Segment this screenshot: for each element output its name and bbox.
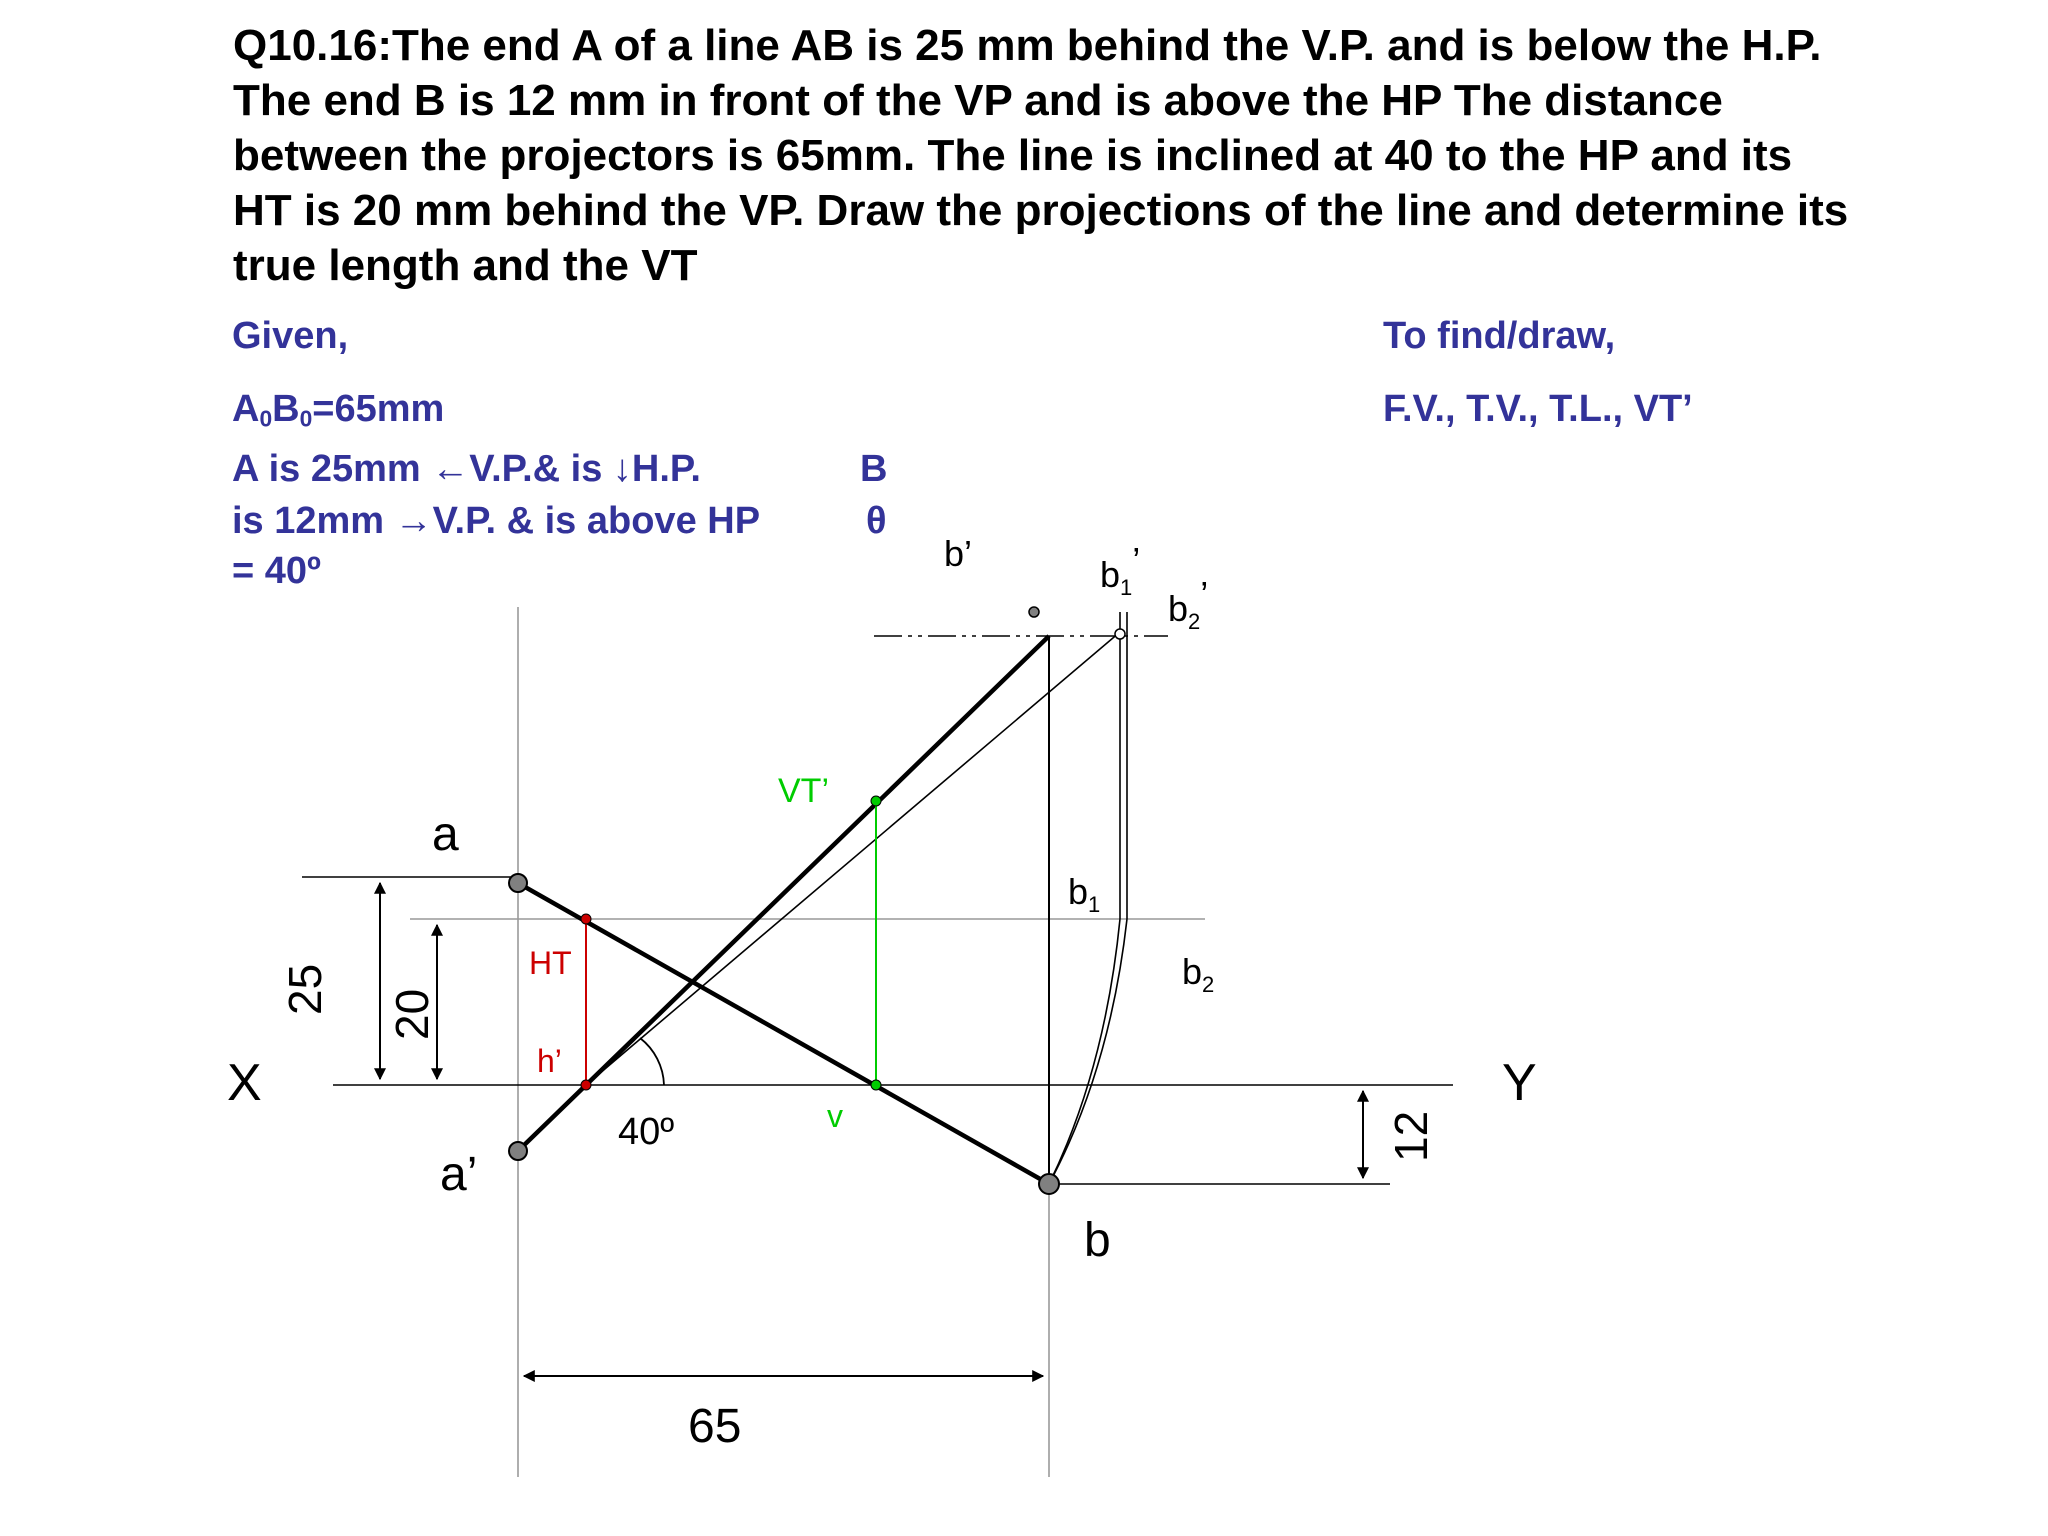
question-text: Q10.16:The end A of a line AB is 25 mm behind the V.P. and is below the H.P. The end B is 12 mm in front of the VP and is above the HP The distance between the projectors is 65mm. The line is inclined at 40 to the HP and its HT is 20 mm behind the VP. Draw the projections of the line and determine its true length and the VT (233, 21, 1849, 290)
label-b1 (1068, 871, 1100, 917)
label-b: b (1084, 1214, 1111, 1267)
label-h-prime: h’ (537, 1043, 562, 1079)
label-b2-prime-base: b (1168, 588, 1189, 629)
point-v (871, 1080, 881, 1090)
given-theta-label: θ (866, 500, 887, 542)
given-end-b: is 12mm →V.P. & is above HP (232, 500, 761, 542)
label-b1-prime-sub: 1 (1120, 575, 1133, 600)
label-b1-base: b (1068, 871, 1089, 912)
label-a-prime: a’ (440, 1148, 478, 1201)
label-b2-sub: 2 (1202, 972, 1215, 997)
label-angle-40: 40º (618, 1111, 675, 1153)
to-find-heading: To find/draw, (1383, 315, 1616, 357)
given-a0b0-b: B (272, 388, 300, 430)
label-v: v (827, 1098, 843, 1134)
label-vt-prime: VT’ (778, 772, 829, 810)
label-b1-prime (1100, 540, 1140, 600)
label-b2-base: b (1182, 951, 1203, 992)
given-end-a: A is 25mm ←V.P.& is ↓H.P. (232, 448, 701, 490)
point-ht (581, 914, 591, 924)
label-dimension-12: 12 (1385, 1110, 1437, 1162)
label-y: Y (1502, 1054, 1537, 1112)
label-dimension-65: 65 (688, 1400, 742, 1453)
label-b2-prime-mark: ’ (1200, 574, 1209, 615)
given-a0b0-value: =65mm (312, 388, 445, 430)
front-view-a-b (518, 636, 1049, 1151)
given-a0b0-a: A (232, 388, 260, 430)
label-a: a (432, 808, 459, 861)
given-b-label: B (860, 448, 888, 490)
label-b2-prime-sub: 2 (1188, 609, 1201, 634)
point-h-prime (581, 1080, 591, 1090)
label-b-prime: b’ (944, 533, 973, 574)
label-b2 (1182, 951, 1214, 997)
label-dimension-20: 20 (386, 988, 438, 1040)
label-ht: HT (529, 945, 572, 981)
given-angle: = 40º (232, 550, 321, 592)
label-b1-prime-base: b (1100, 554, 1121, 595)
point-b-prime-initial (1029, 607, 1039, 617)
to-find-items: F.V., T.V., T.L., VT’ (1383, 388, 1693, 430)
given-a0b0-sub2: 0 (299, 405, 313, 432)
point-vt-prime (871, 796, 881, 806)
label-b2-prime (1168, 574, 1208, 634)
point-a-prime (509, 1142, 527, 1160)
point-b (1039, 1174, 1059, 1194)
top-view-ab (518, 883, 1049, 1184)
label-dimension-25: 25 (279, 963, 331, 1015)
label-b1-sub: 1 (1088, 892, 1101, 917)
label-b1-prime-mark: ’ (1132, 540, 1141, 581)
arc-b-to-b2 (1049, 919, 1120, 1184)
given-heading: Given, (232, 315, 349, 357)
label-x: X (227, 1054, 262, 1112)
angle-arc-40 (640, 1038, 664, 1085)
point-a (509, 874, 527, 892)
point-b2-prime (1115, 629, 1125, 639)
true-length-line (586, 632, 1120, 1085)
given-a0b0-sub1: 0 (259, 405, 273, 432)
